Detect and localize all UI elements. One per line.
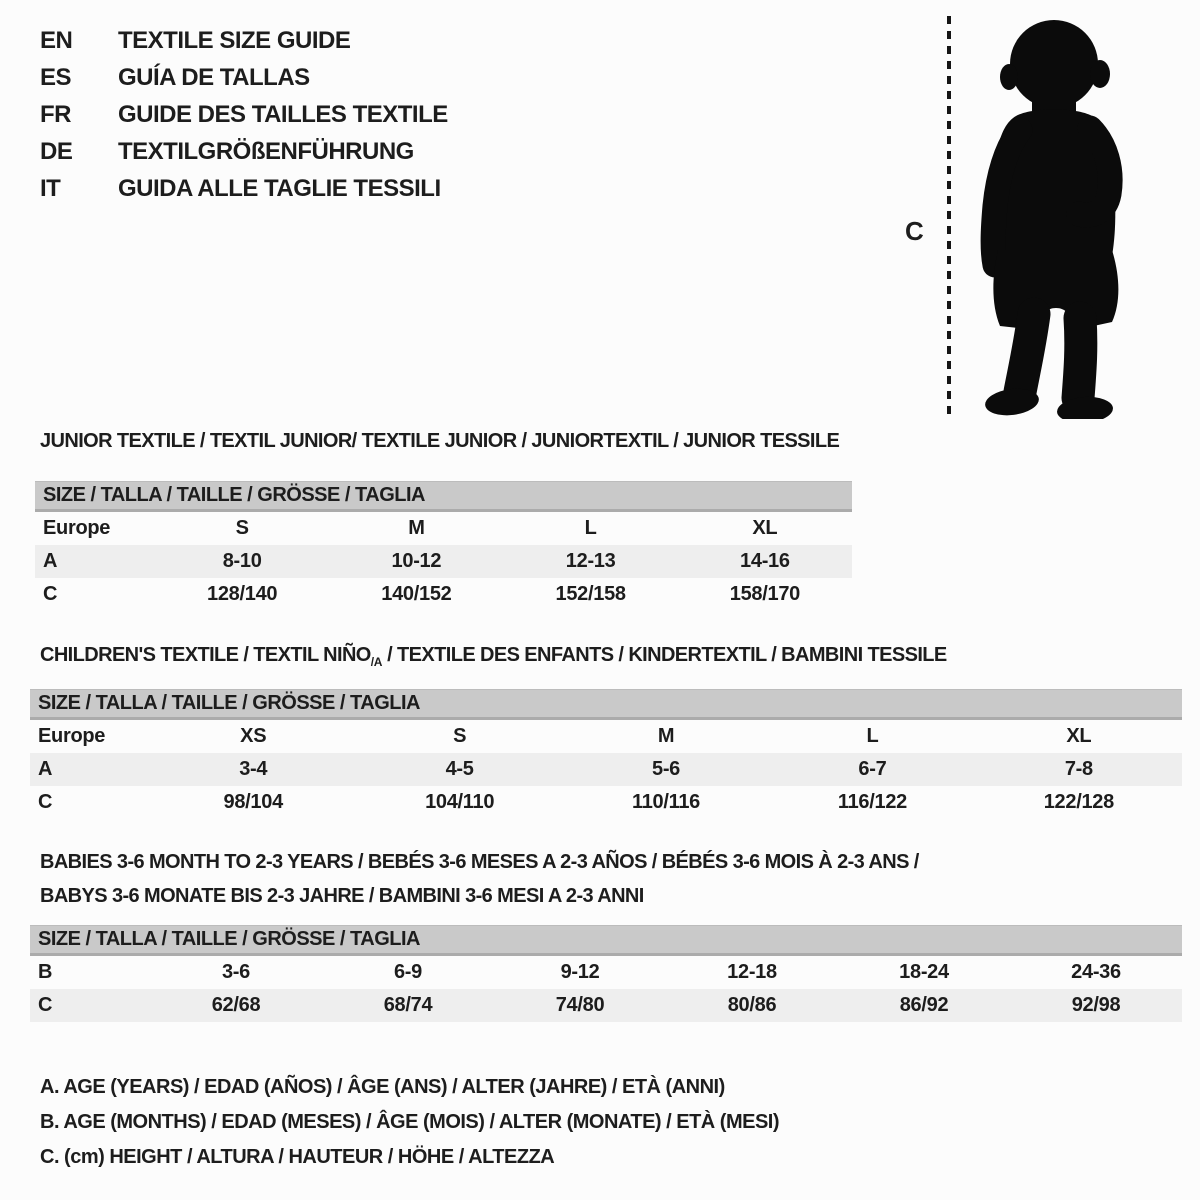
children-section-title xyxy=(40,644,947,669)
babies-title-line2: BABYS 3-6 MONATE BIS 2-3 JAHRE / BAMBINI 3-6 MESI A 2-3 ANNI xyxy=(40,885,644,907)
children-title-subscript: /A xyxy=(370,655,383,669)
size-cell: M xyxy=(657,725,675,747)
lang-label: GUIDA ALLE TAGLIE TESSILI xyxy=(118,174,441,202)
language-header xyxy=(40,22,448,207)
height-cell: 122/128 xyxy=(1043,791,1114,813)
row-label: A xyxy=(43,550,58,572)
row-label: C xyxy=(38,994,53,1016)
months-cell: 12-18 xyxy=(727,961,777,983)
row-label: A xyxy=(38,758,53,780)
children-size-table xyxy=(30,689,1182,819)
babies-size-table xyxy=(30,925,1182,1022)
table-row-height xyxy=(35,578,852,611)
age-cell: 4-5 xyxy=(445,758,474,780)
age-cell: 5-6 xyxy=(652,758,681,780)
lang-code: IT xyxy=(40,174,61,202)
row-label: Europe xyxy=(43,517,111,539)
babies-section-title xyxy=(40,845,919,913)
table-row-height xyxy=(30,786,1182,819)
babies-title-line1: BABIES 3-6 MONTH TO 2-3 YEARS / BEBÉS 3-6 MESES A 2-3 AÑOS / BÉBÉS 3-6 MOIS À 2-3 ANS / xyxy=(40,851,919,873)
size-header-band xyxy=(30,925,1182,956)
children-title-post: / TEXTILE DES ENFANTS / KINDERTEXTIL / BAMBINI TESSILE xyxy=(382,644,947,666)
height-cell: 98/104 xyxy=(223,791,283,813)
children-title-pre: CHILDREN'S TEXTILE / TEXTIL NIÑO xyxy=(40,644,371,666)
age-cell: 14-16 xyxy=(740,550,790,572)
height-cell: 104/110 xyxy=(425,791,495,813)
size-cell: XL xyxy=(1066,725,1092,747)
size-header-label: SIZE / TALLA / TAILLE / GRÖSSE / TAGLIA xyxy=(38,928,420,950)
size-header-label: SIZE / TALLA / TAILLE / GRÖSSE / TAGLIA xyxy=(38,692,420,714)
junior-size-table xyxy=(35,481,852,611)
size-cell: L xyxy=(866,725,879,747)
age-cell: 10-12 xyxy=(391,550,442,572)
size-cell: XL xyxy=(752,517,778,539)
measurement-legend xyxy=(40,1070,779,1175)
size-header-band xyxy=(30,689,1182,720)
size-cell: M xyxy=(408,517,425,539)
age-cell: 7-8 xyxy=(1064,758,1093,780)
row-label: B xyxy=(38,961,53,983)
lang-row-fr xyxy=(40,96,448,133)
height-measure-c-label: C xyxy=(905,216,924,246)
age-cell: 12-13 xyxy=(565,550,616,572)
lang-row-es xyxy=(40,59,448,96)
lang-label: TEXTILGRÖßENFÜHRUNG xyxy=(118,137,414,165)
lang-row-en xyxy=(40,22,448,59)
row-label: C xyxy=(43,583,58,605)
months-cell: 3-6 xyxy=(221,961,250,983)
months-cell: 24-36 xyxy=(1071,961,1121,983)
height-dashed-line-icon xyxy=(944,16,954,416)
lang-code: DE xyxy=(40,137,73,165)
height-cell: 158/170 xyxy=(729,583,800,605)
height-cell: 80/86 xyxy=(727,994,777,1016)
legend-line-b: B. AGE (MONTHS) / EDAD (MESES) / ÂGE (MOIS) / ALTER (MONATE) / ETÀ (MESI) xyxy=(40,1111,780,1133)
legend-line-a: A. AGE (YEARS) / EDAD (AÑOS) / ÂGE (ANS) / ALTER (JAHRE) / ETÀ (ANNI) xyxy=(40,1076,725,1098)
table-row-europe xyxy=(35,512,852,545)
lang-label: GUÍA DE TALLAS xyxy=(118,63,310,91)
age-cell: 6-7 xyxy=(858,758,887,780)
toddler-silhouette-icon xyxy=(962,14,1147,419)
height-cell: 128/140 xyxy=(207,583,278,605)
lang-label: GUIDE DES TAILLES TEXTILE xyxy=(118,100,448,128)
height-cell: 86/92 xyxy=(899,994,949,1016)
table-row-europe xyxy=(30,720,1182,753)
height-cell: 68/74 xyxy=(383,994,433,1016)
lang-row-it xyxy=(40,170,448,207)
table-row-age xyxy=(30,753,1182,786)
size-cell: L xyxy=(584,517,597,539)
age-cell: 8-10 xyxy=(222,550,262,572)
table-row-height xyxy=(30,989,1182,1022)
height-cell: 62/68 xyxy=(211,994,261,1016)
junior-section-title: JUNIOR TEXTILE / TEXTIL JUNIOR/ TEXTILE JUNIOR / JUNIORTEXTIL / JUNIOR TESSILE xyxy=(40,430,840,452)
lang-label: TEXTILE SIZE GUIDE xyxy=(118,26,351,54)
size-cell: XS xyxy=(240,725,267,747)
height-cell: 92/98 xyxy=(1071,994,1121,1016)
months-cell: 6-9 xyxy=(393,961,422,983)
height-cell: 152/158 xyxy=(555,583,626,605)
row-label: C xyxy=(38,791,53,813)
size-header-band xyxy=(35,481,852,512)
table-row-age xyxy=(35,545,852,578)
lang-row-de xyxy=(40,133,448,170)
size-header-label: SIZE / TALLA / TAILLE / GRÖSSE / TAGLIA xyxy=(43,484,425,506)
size-cell: S xyxy=(235,517,249,539)
lang-code: FR xyxy=(40,100,71,128)
lang-code: ES xyxy=(40,63,72,91)
height-cell: 74/80 xyxy=(555,994,605,1016)
row-label: Europe xyxy=(38,725,106,747)
months-cell: 9-12 xyxy=(560,961,600,983)
height-cell: 116/122 xyxy=(837,791,907,813)
height-cell: 110/116 xyxy=(632,791,701,813)
table-row-months xyxy=(30,956,1182,989)
age-cell: 3-4 xyxy=(239,758,268,780)
legend-line-c: C. (cm) HEIGHT / ALTURA / HAUTEUR / HÖHE / ALTEZZA xyxy=(40,1146,555,1168)
height-cell: 140/152 xyxy=(381,583,452,605)
months-cell: 18-24 xyxy=(899,961,949,983)
size-cell: S xyxy=(453,725,467,747)
lang-code: EN xyxy=(40,26,73,54)
